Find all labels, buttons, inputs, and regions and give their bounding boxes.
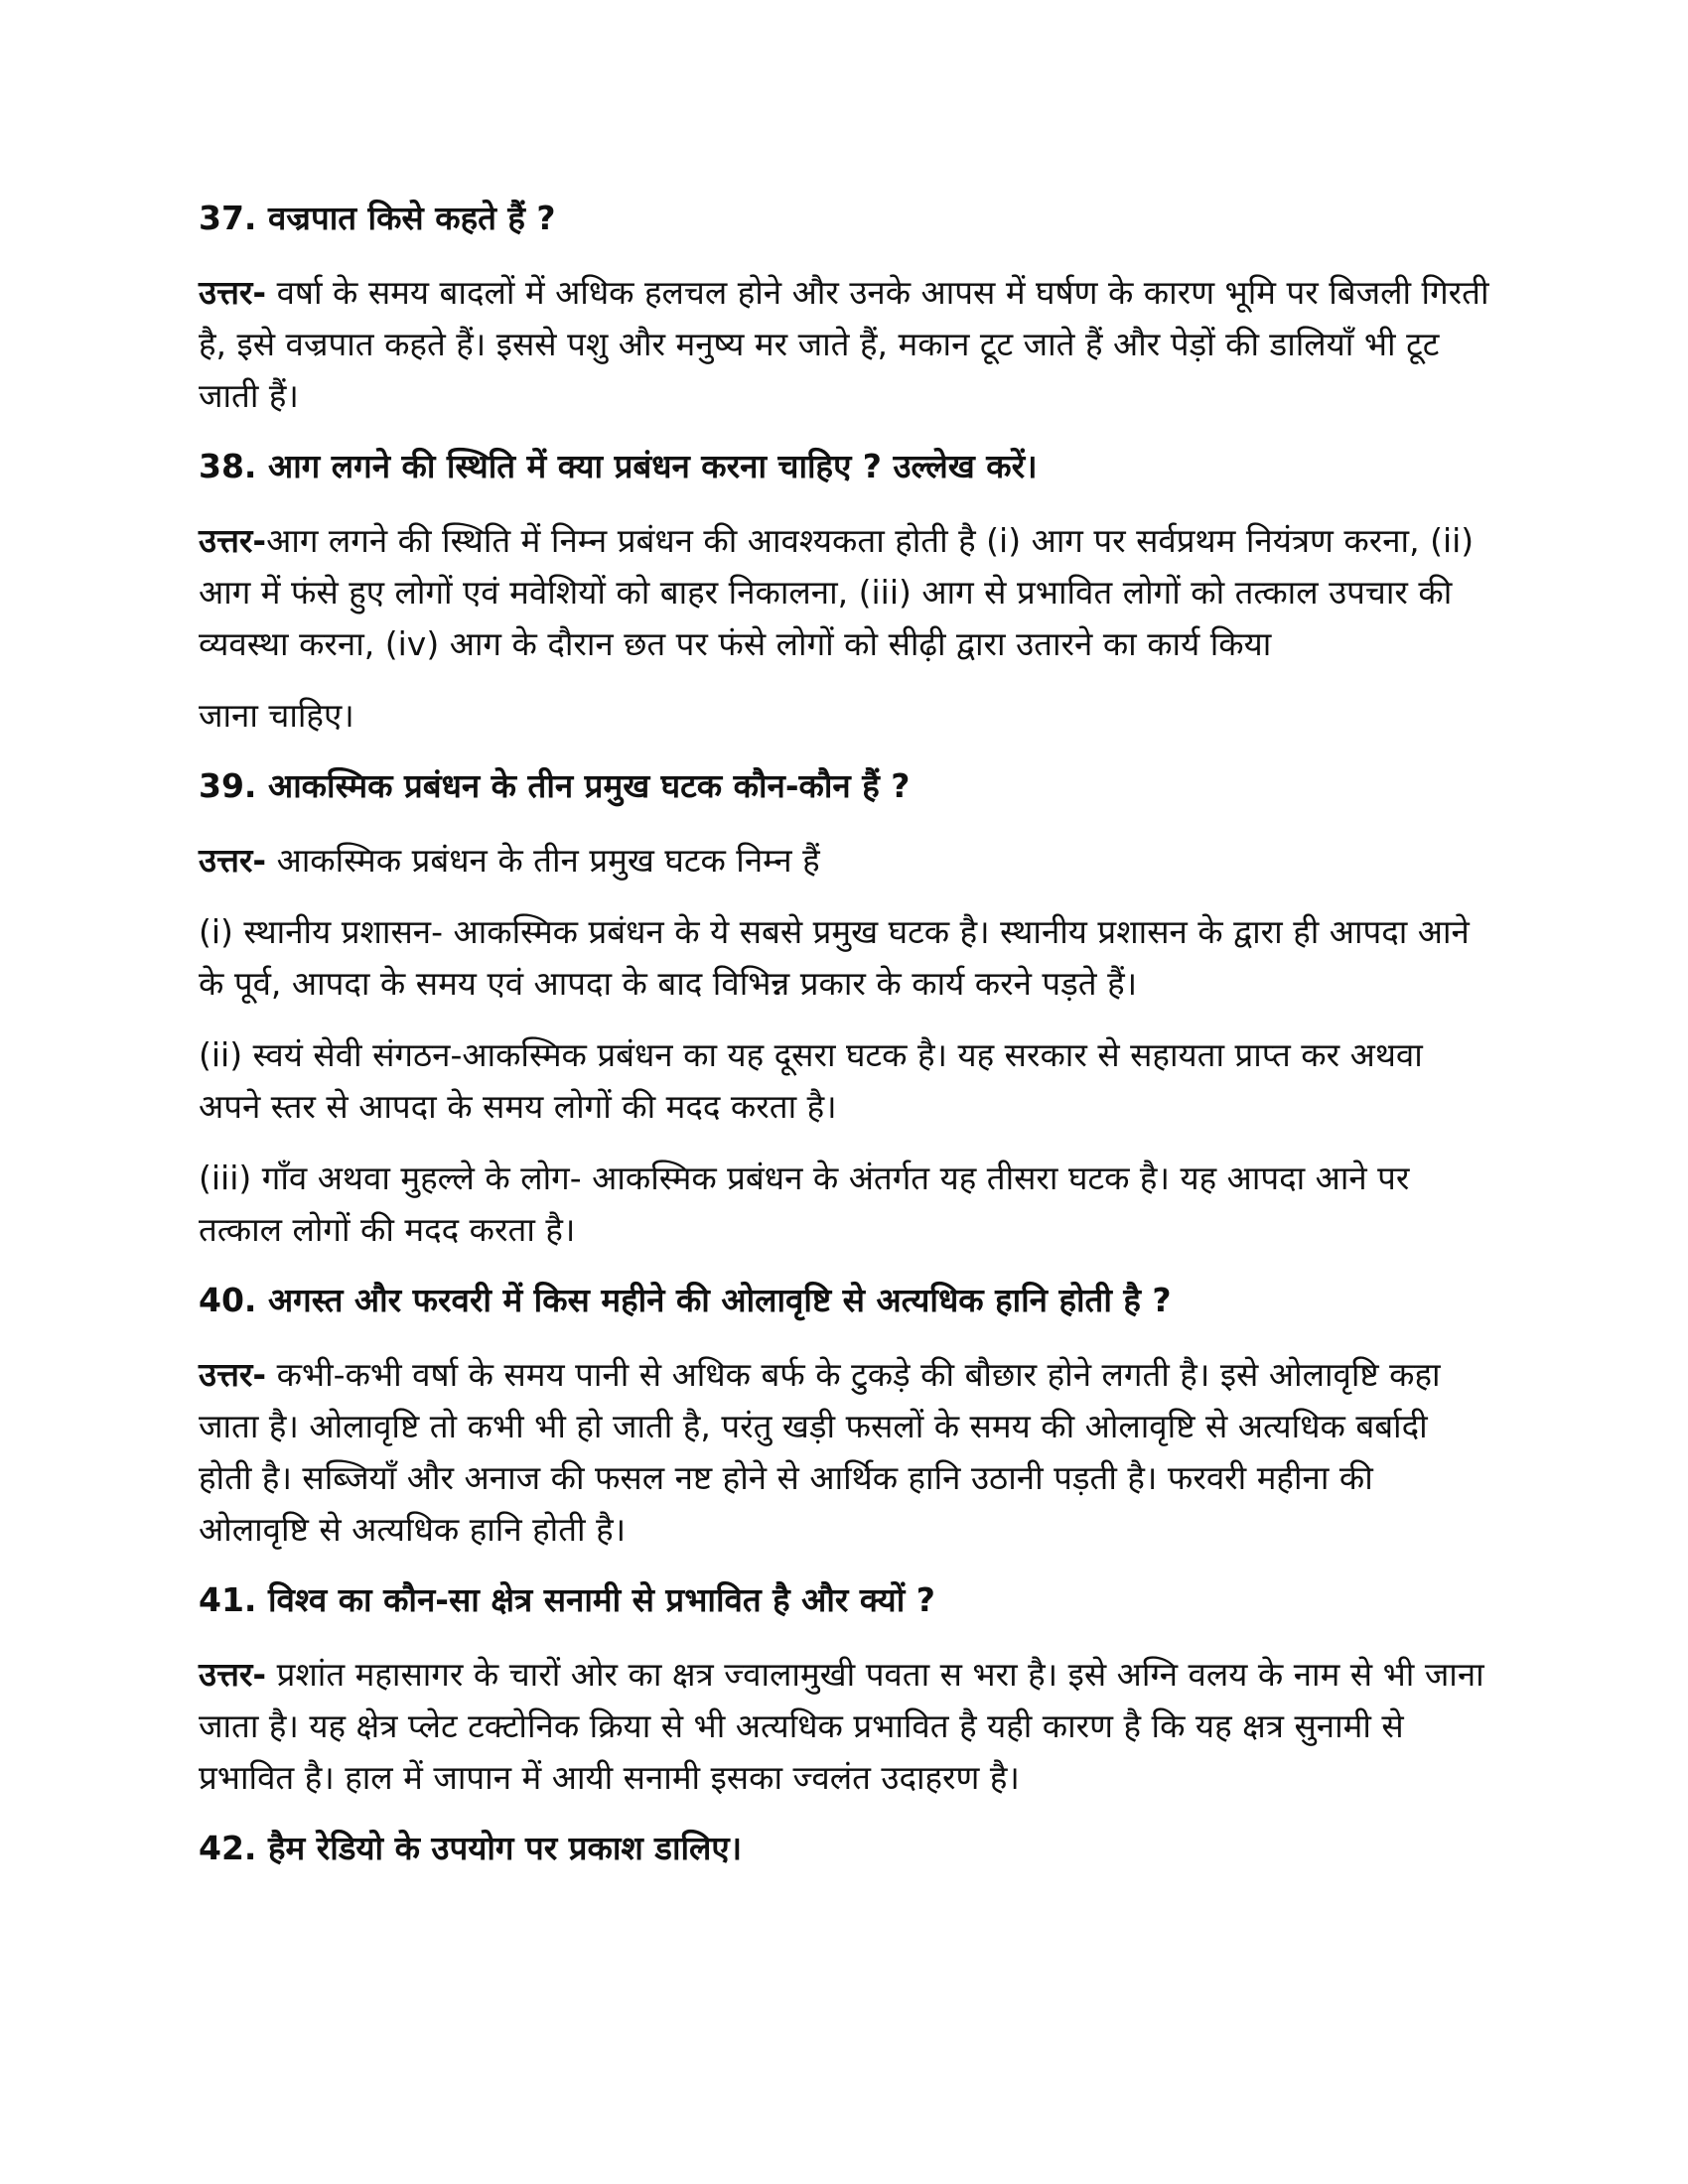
answer-text: कभी-कभी वर्षा के समय पानी से अधिक बर्फ के टुकड़े की बौछार होने लगती है। इसे ओलावृष्टि कहा जाता है। ओलावृष्टि तो कभी भी हो जाती है, परंतु खड़ी फसलों के समय की ओलावृष्टि से अत्यधिक बर्बादी होती है। सब्जियाँ और अनाज की फसल नष्ट होने से आर्थिक हानि उठानी पड़ती है। फरवरी महीना की ओलावृष्टि से अत्यधिक हानि होती है। <box>199 1355 1441 1549</box>
answer-paragraph <box>199 1349 1489 1556</box>
answer-paragraph <box>199 835 1489 887</box>
answer-paragraph <box>199 267 1489 422</box>
qa-block-40 <box>199 1276 1489 1556</box>
answer-label: उत्तर- <box>199 521 267 560</box>
answer-paragraph <box>199 515 1489 670</box>
answer-point: (ii) स्वयं सेवी संगठन-आकस्मिक प्रबंधन का यह दूसरा घटक है। यह सरकार से सहायता प्राप्त कर अथवा अपने स्तर से आपदा के समय लोगों की मदद करता है। <box>199 1035 1423 1126</box>
answer-label: उत्तर- <box>199 841 267 880</box>
qa-block-38 <box>199 442 1489 742</box>
question-heading: 37. वज्रपात किसे कहते हैं ? <box>199 199 556 237</box>
qa-block-37 <box>199 194 1489 422</box>
answer-text: प्रशांत महासागर के चारों ओर का क्षत्र ज्वालामुखी पवता स भरा है। इसे अग्नि वलय के नाम से भी जाना जाता है। यह क्षेत्र प्लेट टक्टोनिक क्रिया से भी अत्यधिक प्रभावित है यही कारण है कि यह क्षत्र सुनामी से प्रभावित है। हाल में जापान में आयी सनामी इसका ज्वलंत उदाहरण है। <box>199 1655 1484 1797</box>
answer-continuation: जाना चाहिए। <box>199 696 354 735</box>
question-heading: 38. आग लगने की स्थिति में क्या प्रबंधन करना चाहिए ? उल्लेख करें। <box>199 447 1038 485</box>
qa-block-42 <box>199 1824 1489 1873</box>
question-heading: 40. अगस्त और फरवरी में किस महीने की ओलावृष्टि से अत्यधिक हानि होती है ? <box>199 1281 1172 1319</box>
answer-label: उत्तर- <box>199 1355 267 1394</box>
answer-text: आग लगने की स्थिति में निम्न प्रबंधन की आवश्यकता होती है (i) आग पर सर्वप्रथम नियंत्रण करना, (ii) आग में फंसे हुए लोगों एवं मवेशियों को बाहर निकालना, (iii) आग से प्रभावित लोगों को तत्काल उपचार की व्यवस्था करना, (iv) आग के दौरान छत पर फंसे लोगों को सीढ़ी द्वारा उतारने का कार्य किया <box>199 521 1475 663</box>
answer-label: उत्तर- <box>199 1655 267 1694</box>
question-heading: 42. हैम रेडियो के उपयोग पर प्रकाश डालिए। <box>199 1829 743 1867</box>
answer-point: (iii) गाँव अथवा मुहल्ले के लोग- आकस्मिक प्रबंधन के अंतर्गत यह तीसरा घटक है। यह आपदा आने पर तत्काल लोगों की मदद करता है। <box>199 1159 1410 1249</box>
qa-block-41 <box>199 1575 1489 1804</box>
answer-label: उत्तर- <box>199 273 267 312</box>
answer-text: वर्षा के समय बादलों में अधिक हलचल होने और उनके आपस में घर्षण के कारण भूमि पर बिजली गिरती है, इसे वज्रपात कहते हैं। इससे पशु और मनुष्य मर जाते हैं, मकान टूट जाते हैं और पेड़ों की डालियाँ भी टूट जाती हैं। <box>199 273 1489 415</box>
qa-block-39 <box>199 761 1489 1256</box>
question-heading: 41. विश्व का कौन-सा क्षेत्र सनामी से प्रभावित है और क्यों ? <box>199 1580 935 1619</box>
document-page <box>199 194 1489 1897</box>
answer-text: आकस्मिक प्रबंधन के तीन प्रमुख घटक निम्न हैं <box>266 841 820 880</box>
question-heading: 39. आकस्मिक प्रबंधन के तीन प्रमुख घटक कौन-कौन हैं ? <box>199 766 911 805</box>
answer-paragraph <box>199 1649 1489 1804</box>
answer-point: (i) स्थानीय प्रशासन- आकस्मिक प्रबंधन के ये सबसे प्रमुख घटक है। स्थानीय प्रशासन के द्वारा ही आपदा आने के पूर्व, आपदा के समय एवं आपदा के बाद विभिन्न प्रकार के कार्य करने पड़ते हैं। <box>199 912 1470 1003</box>
